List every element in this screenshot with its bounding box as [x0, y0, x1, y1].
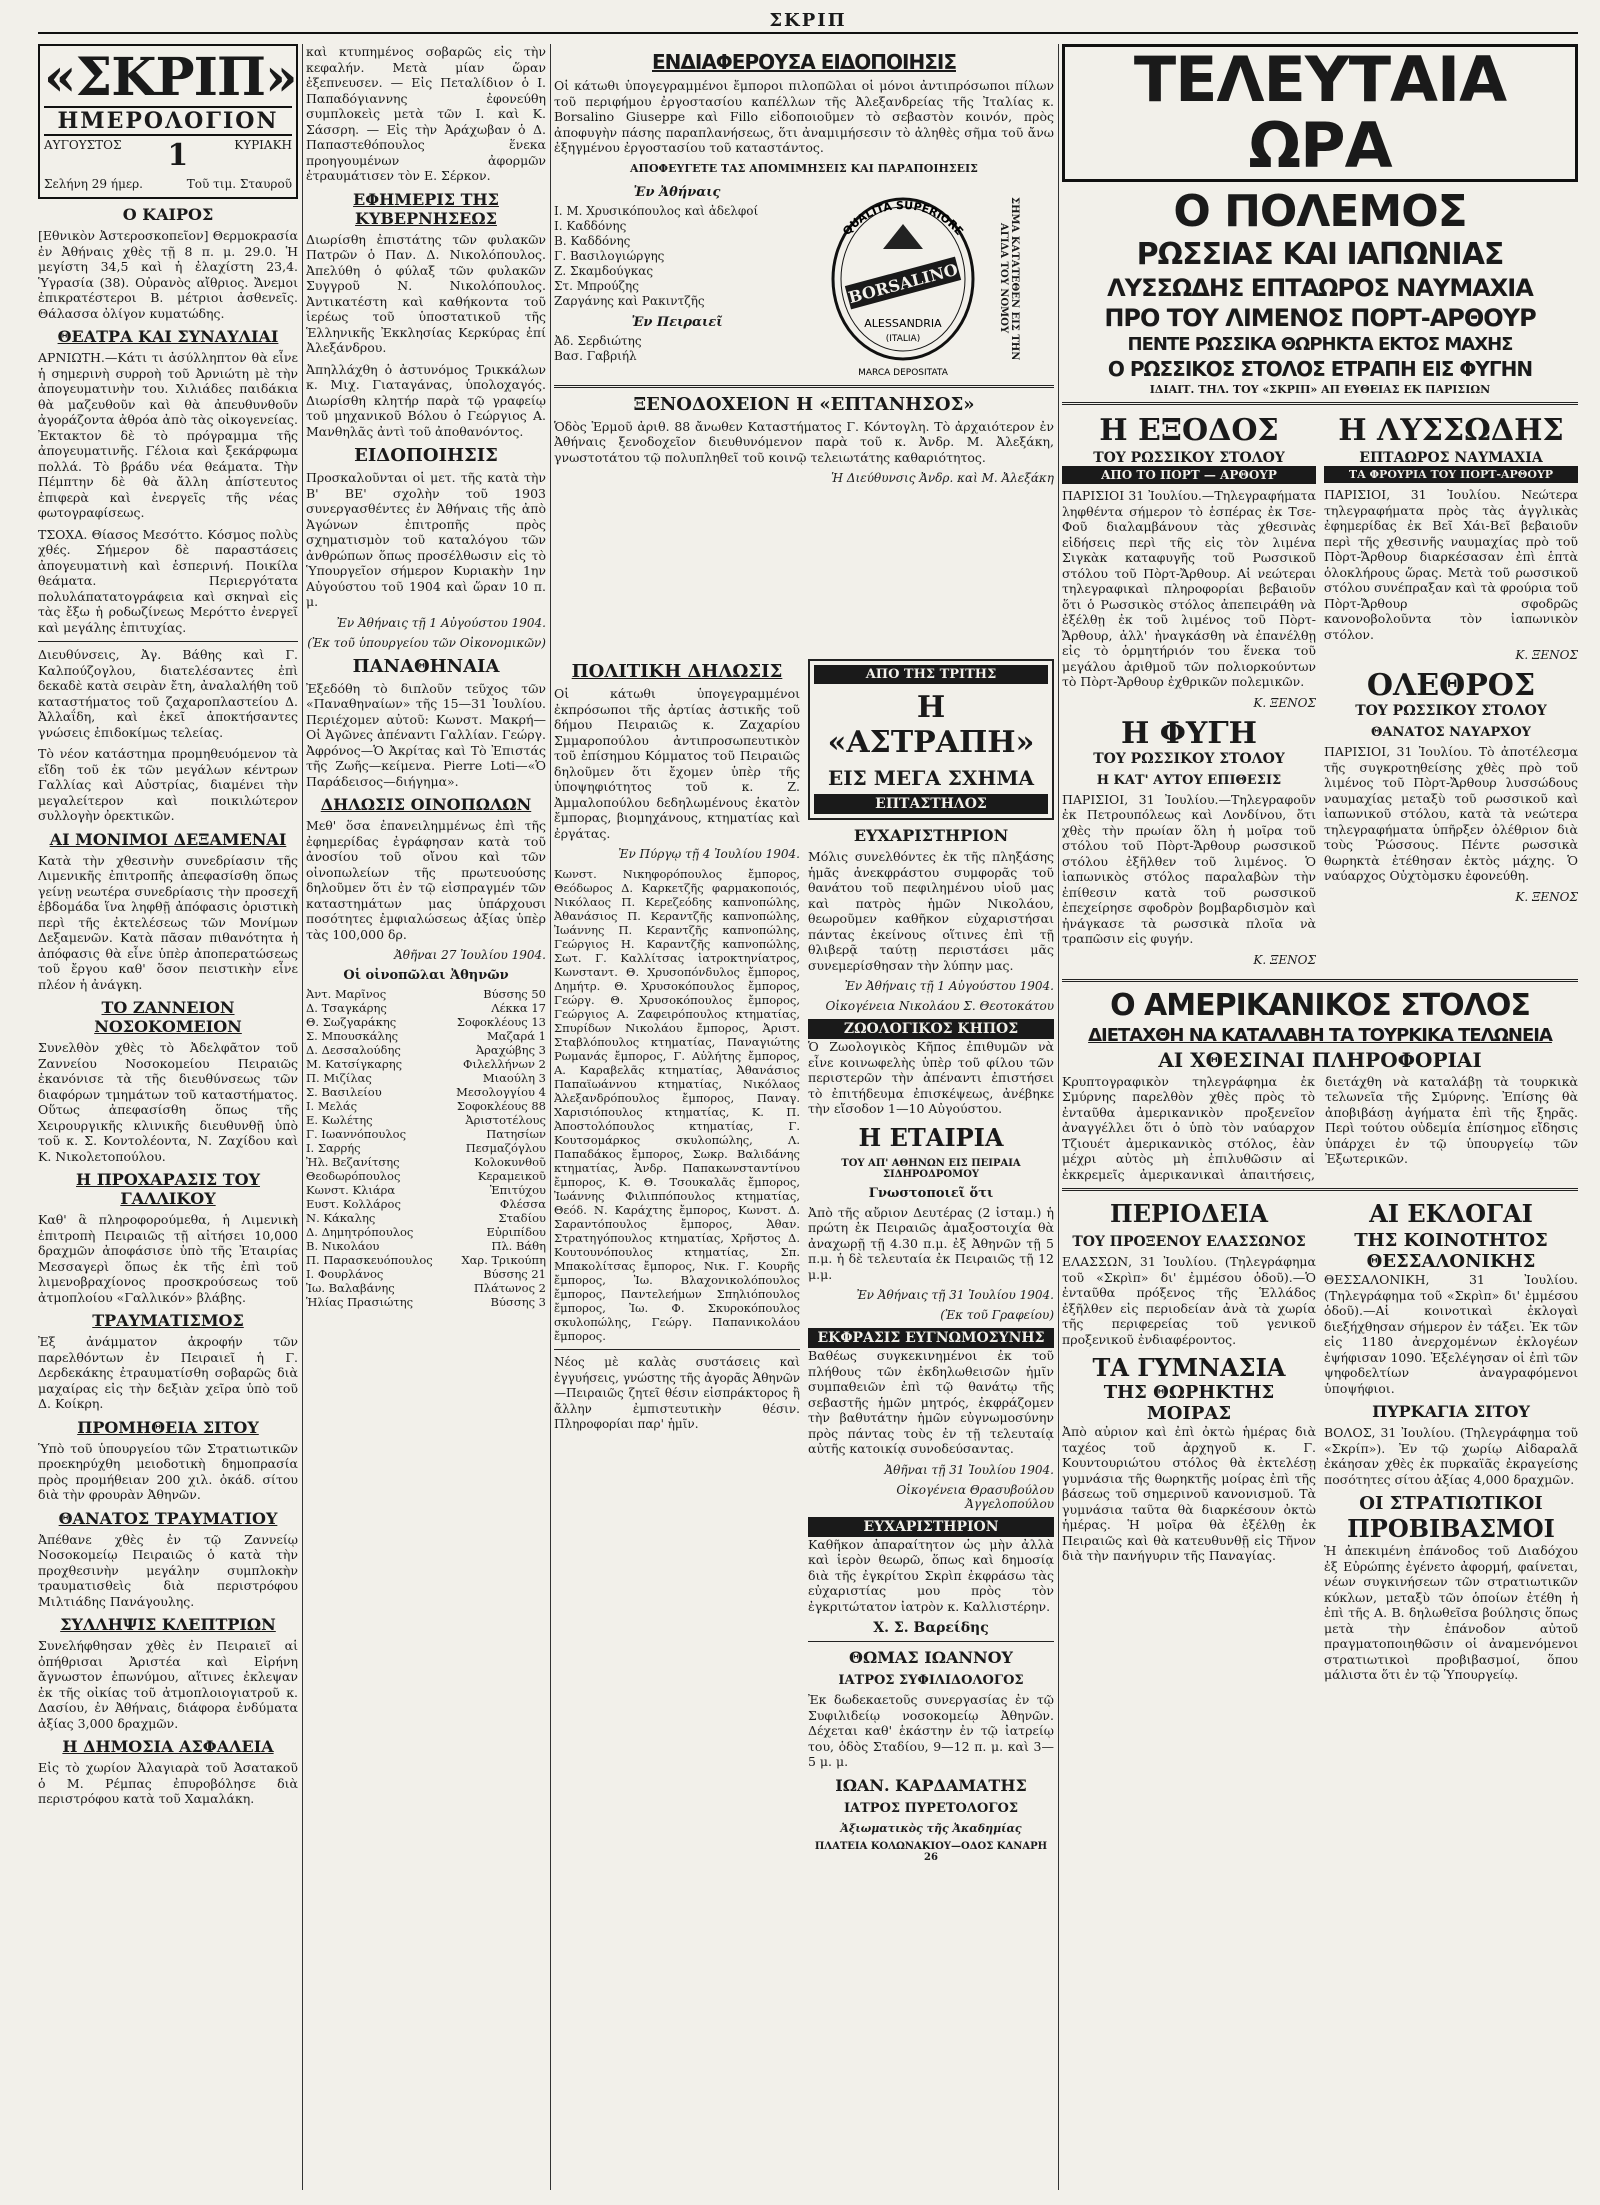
promo-title: ΟΙ ΣΤΡΑΤΙΩΤΙΚΟΙ: [1359, 1493, 1543, 1514]
hotel-title: ΞΕΝΟΔΟΧΕΙΟΝ Η «ΕΠΤΑΝΗΣΟΣ»: [633, 393, 975, 415]
wine-merchant-name: Σ. Μπουσκάλης: [306, 1029, 399, 1043]
wine-merchant-name: Ἀντ. Μαρῖνος: [306, 987, 387, 1001]
column-2: [306, 44, 546, 2190]
ruin-sub-2: ΘΑΝΑΤΟΣ ΝΑΥΑΡΧΟΥ: [1371, 725, 1531, 740]
column-4: [1062, 44, 1578, 2190]
gym-text: Ἀπὸ αὐριον καὶ ἐπὶ ὀκτὼ ἡμέρας διὰ ταχέος τοῦ ἀρχηγοῦ κ. Γ. Κουντουριώτου στόλος θὰ ἐκτελέσῃ γυμνάσια τῆς θωρηκτῆς μοίρας ἐπὶ τῆς βάσεως τοῦ σημερινοῦ κανονισμοῦ. Τὰ γυμνάσια ταῦτα θὰ διαρκέσουν ὀκτὼ ἡμέρας. Ἡ μοῖρα θὰ ἐξέλθῃ ἐκ Πειραιῶς καὶ θὰ κατευθυνθῇ εἰς Τῆνον διὰ τὴν πανήγυριν τῆς Παναγίας.: [1062, 1424, 1316, 1563]
shop-entry: Ι. Καδδόνης: [554, 218, 627, 233]
doctor2-title: Ἀξιωματικὸς τῆς Ἀκαδημίας: [840, 1821, 1022, 1835]
shop-entry: Γ. Βασιλογιώργης: [554, 248, 665, 263]
masthead-moon: Σελήνη 29 ήμερ.: [44, 177, 143, 191]
crime-intro-text: καὶ κτυπημένος σοβαρῶς εἰς τὴν κεφαλήν. Μετὰ μίαν ὥραν ἐξεπνευσεν. — Εἰς Πεταλίδιον ὁ Ι. Παπαδόγιαννης ἐφονεύθη συμπλοκεὶς μετὰ τῶν Ι. καὶ Κ. Σάσσρη. — Εἰς τὴν Ἀράχωβαν ὁ Δ. Παπαστεθόπουλος ἕνεκα προηγουμένων ἀφορμῶν ἐτραυμάτισεν τὸν Ε. Σέρκον.: [306, 44, 546, 183]
wine-merchant-row: [306, 1043, 546, 1057]
wheat-title: ΠΥΡΚΑΓΙΑ ΣΙΤΟΥ: [1372, 1402, 1530, 1421]
wine-merchant-address: Φλέσσα: [499, 1197, 546, 1211]
ruin-text: ΠΑΡΙΣΙΟΙ, 31 Ἰουλίου. Τὸ ἀποτέλεσμα τῆς συγκροτηθείσης χθὲς πρὸ τοῦ λιμένος τοῦ Πὸρτ-Ἄρθουρ λυσσώδους ναυμαχίας μεταξὺ τοῦ ρωσσικοῦ καὶ ἰαπωνικοῦ στόλου, κατὰ τὰ νεώτερα τηλεγραφήματα ὑπῆρξεν ὀλέθριον διὰ τοὺς Ῥώσσους. Πέντε ρωσσικὰ θωρηκτὰ ἐτέθησαν ἐκτὸς μάχης. Ὁ ναύαρχος Οὐχτὸμσκυ ἐφονεύθη.: [1324, 744, 1578, 883]
column-rule: [1058, 44, 1059, 2190]
company-date: Ἐν Ἀθήναις τῇ 31 Ἰουλίου 1904.: [856, 1288, 1054, 1302]
weather-title: Ο ΚΑΙΡΟΣ: [122, 205, 214, 224]
masthead-weekday: ΚΥΡΙΑΚΗ: [234, 138, 292, 152]
fleet-text: Κρυπτογραφικὸν τηλεγράφημα ἐκ Σμύρνης παρελθὸν χθὲς πρὸς τὸ ἐνταῦθα ἀμερικανικὸν προξενεῖον ἀναγγέλλει ὅτι ὁ ὑπὸ τὸν ναύαρχον Τζιουέτ ἀμερικανικὸς στόλος, ἐὰν μέχρι αὐτὸς μὴ ἐπιλυθῶσιν αἱ ἐκκρεμεῖς ἀμερικανικαὶ ἀπαιτήσεις, διετάχθη νὰ καταλάβῃ τὰ τουρκικὰ τελωνεῖα τῆς Σμύρνης. Ἐπίσης θὰ ἀποβιβάσῃ ἀγήματα ἐπὶ τῆς ξηρᾶς. Περὶ τούτου οὐδεμία ἐπίσημος εἴδησις ὑπάρχει ἐν τῷ ὑπουργείῳ τῶν Ἐξωτερικῶν.: [1062, 1073, 1578, 1182]
wine-merchant-address: Ἀριστοτέλους: [465, 1113, 546, 1127]
battle-text: ΠΑΡΙΣΙΟΙ, 31 Ἰουλίου. Νεώτερα τηλεγραφήματα πρὸς τὰς ἀγγλικὰς ἐφημερίδας ἐκ Βεῖ Χάι-Βεῖ βεβαιοῦν περὶ τῆς χθεσινῆς ναυμαχίας πρὸ τοῦ Πὸρτ-Ἄρθουρ διαρκέσασαν ἐπὶ ἑπτὰ ὁλοκλήρους ὥρας. Μετὰ τοῦ ρωσσικοῦ στόλου συνέπραξαν καὶ τὰ φρούρια τοῦ Πὸρτ-Ἄρθουρ σφοδρῶς κανονοβολοῦντα τὸν ἰαπωνικὸν στόλον.: [1324, 487, 1578, 642]
wine-merchant-address: Ἐπιτύχου: [489, 1183, 546, 1197]
war-headline-2: ΠΡΟ ΤΟΥ ΛΙΜΕΝΟΣ ΠΟΡΤ-ΑΡΘΟΥΡ: [1104, 304, 1536, 332]
security-text: Εἰς τὸ χωρίον Ἀλαγιαρὰ τοῦ Ἀσατακοῦ ὁ Μ. Ρέμπας ἐπυροβόλησε διὰ περιστρόφου κατὰ τοῦ Χαμαλάκη.: [38, 1760, 298, 1806]
astrapi-sub-2: ΕΠΤΑΣΤΗΛΟΣ: [814, 794, 1048, 814]
crown-icon: [883, 224, 923, 249]
ephemerides-text-2: Ἀπηλλάχθη ὁ ἀστυνόμος Τρικκάλων κ. Μιχ. Γιαταγάνας, ὑπολοχαγός. Διωρίσθη κλητήρ παρὰ τῷ γραφείῳ τοῦ μηχανικοῦ Βόλου ὁ Γεώργιος Α. Μανθηλᾶς ἀντὶ τοῦ ἀποθανόντος.: [306, 361, 546, 439]
enterprise-text-2: Τὸ νέον κατάστημα προμηθευόμενον τὰ εἴδη τοῦ ἐκ τῶν μεγάλων κέντρων Γαλλίας καὶ Αὐστρίας, διαμένει τὴν μεγαλείτερον καὶ ποικιλώτερον συλλογὴν ὀρεκτικῶν.: [38, 746, 298, 823]
hotel-signature: Ἡ Διεύθυνσις Ἀνδρ. καὶ Μ. Ἀλεξάκη: [831, 471, 1054, 485]
fleet-sub: ΔΙΕΤΑΧΘΗ ΝΑ ΚΑΤΑΛΑΒΗ ΤΑ ΤΟΥΡΚΙΚΑ ΤΕΛΩΝΕΙΑ: [1088, 1024, 1552, 1046]
wine-merchant-name: Μ. Κατσίγκαρης: [306, 1057, 403, 1071]
thanks-title: ΕΥΧΑΡΙΣΤΗΡΙΟΝ: [853, 826, 1009, 845]
astrapi-title: Η «ΑΣΤΡΑΠΗ»: [827, 690, 1035, 760]
wheat-text: ΒΟΛΟΣ, 31 Ἰουλίου. (Τηλεγράφημα τοῦ «Σκρίπ»). Ἐν τῷ χωρίῳ Αἰδαραλᾶ ἐκάησαν χθὲς ἐκ πυρκαϊᾶς ἐκραγείσης ποσότητες σίτου ἀξίας 4,000 δραχμῶν.: [1324, 1425, 1578, 1487]
theatre-text: ΑΡΝΙΩΤΗ.—Κάτι τι ἀσύλληπτον θὰ εἶνε ἡ σημερινὴ συρροὴ τοῦ Ἀρνιώτη μὲ τὴν ἀπογευματινὴν του. Χιλιάδες παιδάκια θὰ μαζευθοῦν καὶ θὰ ἀπευθυνθοῦν ἀγοράζοντα ἀθρόα ἀπὸ τὰς οἰκογενείας. Ἐκτακτον δὲ τὸ πρόγραμμα τῆς ἀπογευματινῆς. Γέλοια καὶ ξεκάρφωμα πολλά. Τὸ βράδυ νέα θεάματα. Τὴν Πέμπτην δὲ θὰ ἄλλη ἀπίστευτος ἐπιφερὰ καὶ ἐνεργεῖς τῆς νέας φωτογραφίσεως.: [38, 350, 298, 520]
wine-merchant-name: Κωνστ. Κλιάρα: [306, 1183, 396, 1197]
hotel-text: Ὁδὸς Ἑρμοῦ ἀριθ. 88 ἄνωθεν Καταστήματος Γ. Κόντογλη. Τὸ ἀρχαιότερον ἐν Ἀθήναις ξενοδοχεῖον διευθυνόμενον παρὰ τοῦ κ. Ἀνδρ. Μ. Ἀλεξάκη, γνωστοτάτου τῷ πολυπληθεῖ τοῦ κοινῷ τελειωτάτης καθαριότητος.: [554, 418, 1054, 465]
logo-country: (ITALIA): [885, 333, 921, 344]
wine-merchant-address: Βύσσης 50: [483, 987, 546, 1001]
wine-merchant-address: Πεσμαζόγλου: [465, 1141, 546, 1155]
wine-merchant-address: Μιαούλη 3: [482, 1071, 546, 1085]
thanks2-signature: Χ. Σ. Βαρείδης: [873, 1620, 989, 1636]
wounded-title: ΤΡΑΥΜΑΤΙΣΜΟΣ: [92, 1311, 244, 1330]
fleet-sub-2: ΑΙ ΧΘΕΣΙΝΑΙ ΠΛΗΡΟΦΟΡΙΑΙ: [1158, 1047, 1482, 1072]
wine-list-title: Οἱ οἰνοπῶλαι Ἀθηνῶν: [343, 968, 509, 983]
thanks-date: Ἐν Ἀθήναις τῇ 1 Αὐγούστου 1904.: [844, 979, 1054, 993]
wine-merchant-name: Ε. Κωλέτης: [306, 1113, 373, 1127]
thieves-title: ΣΥΛΛΗΨΙΣ ΚΛΕΠΤΡΙΩΝ: [60, 1615, 276, 1634]
wine-merchant-name: Δ. Τσαγκάρης: [306, 1001, 387, 1015]
wine-merchant-row: [306, 987, 546, 1001]
logo-top-text: QUALITA SUPERIORE: [840, 198, 966, 238]
thanks-signature: Οἰκογένεια Νικολάου Σ. Θεοτοκάτου: [825, 999, 1054, 1013]
wine-title: ΔΗΛΩΣΙΣ ΟΙΝΟΠΩΛΩΝ: [320, 795, 532, 814]
wine-merchant-row: [306, 1253, 546, 1267]
theatre-title: ΘΕΑΤΡΑ ΚΑΙ ΣΥΝΑΥΛΙΑΙ: [57, 327, 279, 346]
column-3a: [554, 655, 800, 2190]
wine-merchant-name: Ἰω. Βαλαβάνης: [306, 1281, 395, 1295]
ad-shop-list: [554, 204, 800, 309]
ad-warning: ΑΠΟΦΕΥΓΕΤΕ ΤΑΣ ΑΠΟΜΙΜΗΣΕΙΣ ΚΑΙ ΠΑΡΑΠΟΙΗΣΕΙΣ: [630, 161, 978, 175]
thanks2-text: Καθῆκον ἀπαραίτητον ὡς μὴν ἀλλὰ καὶ ἱερὸν θεωρῶ, ὅπως καὶ δημοσίᾳ διὰ τῆς ἐγκρίτου Σκρὶπ ἐκφράσω τὰς εὐχαριστίας μου πρὸς τὸν ἐγκριτώτατον ἰατρὸν κ. Καλλιστέρην.: [808, 1536, 1054, 1614]
wine-merchant-name: Β. Νικολάου: [306, 1239, 380, 1253]
politics-signatories: Κωνστ. Νικηφορόπουλος ἔμπορος, Θεόδωρος Δ. Καρκετζῆς φαρμακοποιός, Νικόλαος Π. Κερεζεόδης καπνοπώλης, Ἀθανάσιος Π. Κεραντζῆς καπνοπώλης, Ἰωάννης Π. Κεραντζῆς καπνοπώλης, Γεώργιος Η. Καραντζῆς καπνοπώλης, Σωτ. Γ. Καλλίτσας ἰατροκτηνίατρος, Κωνσταντ. Θ. Χρυσοπόνδυλος ἔμπορος, Δημήτρ. Θ. Χρυσοκόπουλος ἔμπορος, Γεώργ. Θ. Χρυσοκόπουλος ἔμπορος, Γεώργιος Α. Ζαφειρόπουλος κτηματίας, Σπυρίδων Νικολάου ἔμπορος, Ἀριστ. Σταβλόπουλος κτηματίας, Παναγιώτης Ρωμανάς ἔμπορος, Γ. Αὐλήτης ἔμπορος, Α. Καραβελᾶς κτηματίας, Ἀθανάσιος Παπαϊωάννου κτηματίας, Νικόλαος Ἀλεξανδρόπουλος ἔμπορος, Παναγ. Χαρισιόπουλος κτηματίας, Κ. Π. Ἀποστολόπουλος κτηματίας, Γ. Κουτσομάρκος σκυλοπώλης, Λ. Παπαδάκος ἔμπορος, Σωκρ. Βαλιδάνης κτηματίας, Ἀνδρ. Παπακωνσταντίνου ἔμπορος, Κ. Θ. Τσουκαλᾶς ἔμπορος, Ἰωάννης Φιλιππόπουλος κτηματίας, Θεόδ. Ν. Καράχτης ἔμπορος, Κωνστ. Δ. Σαραντόπουλος ἔμπορος, Ἀθαν. Στρατηγόπουλος κτηματίας, Χρῆστος Δ. Κουτουνόπουλος κτηματίας, Σπ. Μπακολίτσας ἔμπορος, Νικ. Γ. Κουρῆς ἔμπορος, Ἰω. Βλαχονικολόπουλος ἔμπορος, Παντελεήμων Σπηλιόπουλος ἔμπορος, Ἰω. Φ. Σκυροκόπουλος σκυλοπώλης, Γεώργ. Παπανικολάου ἔμπορος.: [554, 867, 800, 1343]
security-title: Η ΔΗΜΟΣΙΑ ΑΣΦΑΛΕΙΑ: [62, 1737, 274, 1756]
politics-title: ΠΟΛΙΤΙΚΗ ΔΗΛΩΣΙΣ: [571, 661, 783, 682]
masthead-day-number: 1: [167, 138, 189, 173]
battle-sub: ΕΠΤΑΩΡΟΣ ΝΑΥΜΑΧΙΑ: [1359, 450, 1543, 466]
wine-merchant-name: Δ. Δημητρόπουλος: [306, 1225, 414, 1239]
wine-merchant-row: [306, 1099, 546, 1113]
wine-merchant-row: [306, 1197, 546, 1211]
gratitude-title: ΕΚΦΡΑΣΙΣ ΕΥΓΝΩΜΟΣΥΝΗΣ: [808, 1328, 1054, 1348]
wine-merchant-name: Δ. Δεσσαλούδης: [306, 1043, 401, 1057]
ad-title: ΕΝΔΙΑΦΕΡΟΥΣΑ ΕΙΔΟΠΟΙΗΣΙΣ: [652, 50, 956, 74]
wine-date: Ἀθῆναι 27 Ἰουλίου 1904.: [394, 948, 546, 962]
tour-text: ΕΛΑΣΣΩΝ, 31 Ἰουλίου. (Τηλεγράφημα τοῦ «Σκρὶπ» δι' ἐμμέσου ὁδοῦ).—Ὁ ἐνταῦθα πρόξενος τῆς Ἑλλάδος ἐξῆλθεν εἰς περιοδείαν ἀνὰ τὰ χωρία τῆς περιφερείας τοῦ γενικοῦ προξενικοῦ ἐνδιαφέροντος.: [1062, 1254, 1316, 1347]
hospital-title: ΤΟ ΖΑΝΝΕΙΟΝ ΝΟΣΟΚΟΜΕΙΟΝ: [94, 998, 242, 1036]
elect-text: ΘΕΣΣΑΛΟΝΙΚΗ, 31 Ἰουλίου. (Τηλεγράφημα τοῦ «Σκρὶπ» δι' ἐμμέσου ὁδοῦ).—Αἱ κοινοτικαὶ ἐκλογαὶ διεξήχθησαν σήμερον ἐν τάξει. Ἐκ τῶν εἰς 1180 ἀνερχομένων ἐκλογέων ἐψήφισαν 1090. Ἐξελέγησαν οἱ ἐπὶ τῶν ψηφοδελτίων ἀναγραφόμενοι ὑποψήφιοι.: [1324, 1272, 1578, 1396]
wine-merchant-row: [306, 1295, 546, 1309]
company-text: Ἀπὸ τῆς αὔριον Δευτέρας (2 ἰσταμ.) ἡ πρώτη ἐκ Πειραιῶς ἀμαξοστοιχία θὰ ἀναχωρῇ τῇ 4.30 π.μ. ἐξ Ἀθηνῶν τῇ 5 π.μ. ἡ δὲ τελευταία ἐκ Πειραιῶς τῇ 12 μ.μ.: [808, 1204, 1054, 1282]
war-title: Ο ΠΟΛΕΜΟΣ: [1173, 186, 1467, 237]
shop-entry: Βασ. Γαβριήλ: [554, 348, 637, 363]
exodus-signature: Κ. ΞΕΝΟΣ: [1253, 695, 1316, 710]
war-headline-3: ΠΕΝΤΕ ΡΩΣΣΙΚΑ ΘΩΡΗΚΤΑ ΕΚΤΟΣ ΜΑΧΗΣ: [1127, 334, 1513, 355]
wine-merchant-row: [306, 1071, 546, 1085]
gratitude-signature: Οἰκογένεια Θρασυβούλου Ἀγγελοπούλου: [896, 1482, 1054, 1511]
ruin-sub: ΤΟΥ ΡΩΣΣΙΚΟΥ ΣΤΟΛΟΥ: [1355, 703, 1547, 719]
death-title: ΘΑΝΑΤΟΣ ΤΡΑΥΜΑΤΙΟΥ: [58, 1508, 278, 1528]
war-headline-1: ΛΥΣΣΩΔΗΣ ΕΠΤΑΩΡΟΣ ΝΑΥΜΑΧΙΑ: [1107, 274, 1533, 302]
wine-merchant-row: [306, 1267, 546, 1281]
thieves-text: Συνελήφθησαν χθὲς ἐν Πειραιεῖ αἱ ὀπήθρισαι Ἀριστέα καὶ Εἰρήνη ἄγνωστον ἐπωνύμου, αἵτινες ἐκλεψαν ἐκ τῆς οἰκίας τοῦ ἀτμοπλοιογιατροῦ κ. Δασίου, ἐν Ἀθήναις, διάφορα ἐνδύματα ἀξίας 3,000 δραχμῶν.: [38, 1638, 298, 1731]
shop-entry: Ι. Μ. Χρυσικόπουλος καὶ ἀδελφοί: [554, 203, 759, 218]
wine-merchant-name: Γ. Ιωαννόπουλος: [306, 1127, 407, 1141]
wine-merchant-name: Ἡλίας Πρασιώτης: [306, 1295, 414, 1309]
wine-merchant-name: Ι. Φουρλάνος: [306, 1267, 384, 1281]
exodus-text: ΠΑΡΙΣΙΟΙ 31 Ἰουλίου.—Τηλεγραφήματα ληφθέντα σήμερον τὸ ἑσπέρας ἐκ Τσε-Φοῦ διαλαμβάνουν τὰς χθεσινὰς εἰδήσεις περὶ τῆς εἰς τὸν λιμένα Σιγκὰκ καταφυγῆς τοῦ Ρωσσικοῦ στόλου τοῦ Πὸρτ-Ἄρθουρ. Αἱ νεώτεραι τηλεγραφικαὶ πληροφορίαι βεβαιοῦν ὅτι ὁ Ρωσσικὸς στόλος ἀπεπειράθη νὰ ἐξέλθῃ ἐκ τοῦ λιμένος τοῦ Πὸρτ-Ἄρθουρ, ἀλλ' ἠναγκάσθη νὰ ἐπανέλθῃ εἰς τὸ ὁρμητήριόν του ἕνεκα τοῦ μεγάλου ἀριθμοῦ τῶν πολιορκούντων τὸ Πὸρτ-Ἄρθουρ ἐχθρικῶν πολεμικῶν.: [1062, 488, 1316, 689]
wounded-text: Ἐξ ἀνάμματον ἀκροφήν τῶν παρελθόντων ἐν Πειραιεῖ ἡ Γ. Δερδεκάκης ἐτραυματίσθη σοβαρῶς διὰ μαχαίρας εἰς τὴν δεξιὰν χεῖρα ὑπὸ τοῦ Δ. Κοίκρη.: [38, 1334, 298, 1411]
astrapi-sub: ΕΙΣ ΜΕΓΑ ΣΧΗΜΑ: [828, 766, 1034, 790]
doctor1-text: Ἐκ δωδεκαετοῦς συνεργασίας ἐν τῷ Συφιλιδείῳ νοσοκομείῳ Ἀθηνῶν. Δέχεται καθ' ἑκάστην ἐν τῷ ἰατρείῳ του, ὁδὸς Σταδίου, 9—12 π. μ. καὶ 3—5 μ. μ.: [808, 1692, 1054, 1769]
borsalino-logo: [808, 179, 998, 379]
wine-merchant-name: Ι. Σαρρής: [306, 1141, 361, 1155]
wine-merchant-address: Βύσσης 3: [490, 1295, 546, 1309]
wine-merchant-row: [306, 1085, 546, 1099]
wine-merchant-address: Φιλελλήνων 2: [463, 1057, 546, 1071]
death-text: Ἀπέθανε χθὲς ἐν τῷ Ζαννείῳ Νοσοκομείῳ Πειραιῶς ὁ κατὰ τὴν προχθεσινὴν μεγάλην συμπλοκὴν τραυματισθεὶς διὰ περιστρόφου Μιλτιάδης Πανάγουλης.: [38, 1531, 298, 1609]
ad-text: Οἱ κάτωθι ὑπογεγραμμένοι ἔμποροι πιλοπῶλαι οἱ μόνοι ἀντιπρόσωποι πίλων τοῦ περιφήμου ἐργοστασίου καπέλλων τῆς Ἀλεξανδρείας τῆς Ἰταλίας κ. Borsalino Giuseppe καὶ Fillo εἰδοποιοῦμεν τὸ σεβαστὸν κοινόν, πρὸς ἀποφυγὴν πάσης παραπλανήσεως, ὅτι ἀναμιμήσεσιν τὸ ἀληθὲς σῆμα τοῦ ἄνω ἐξηγμένου ἐργοστασίου τοῦ καταστάντος.: [554, 78, 1054, 155]
column-rule: [550, 44, 551, 2190]
masthead-month: ΑΥΓΟΥΣΤΟΣ: [44, 138, 122, 152]
doctor1-specialty: ΙΑΤΡΟΣ ΣΥΦΙΛΙΔΟΛΟΓΟΣ: [838, 1673, 1024, 1688]
wine-merchant-name: Ἠλ. Βεζανίτσης: [306, 1155, 400, 1169]
wine-merchant-name: Ν. Κάκαλης: [306, 1211, 376, 1225]
politics-text: Οἱ κάτωθι ὑπογεγραμμένοι ἐκπρόσωποι τῆς ἀρτίας ἀστικῆς τοῦ δήμου Πειραιῶς κ. Ζαχαρίου Σμμαροπούλου ἀντιπροσωπευτικὸν τοῦ ἐπίσημου Κόμματος τοῦ Πειραιῶς δηλοῦμεν ὅτι ἔχομεν ὑπὲρ τῆς ὑποψηφιότητος τοῦ κ. Ζ. Ἀμμαλοπούλου δεδηλωμένους ἑκατὸν ἔμπορας, βιομηχάνους, κτηματίας καὶ ἐργάτας.: [554, 686, 800, 841]
wine-merchant-address: Λέκκα 17: [491, 1001, 546, 1015]
elect-sub: ΤΗΣ ΚΟΙΝΟΤΗΤΟΣ: [1354, 1230, 1548, 1251]
war-headline-4: Ο ΡΩΣΣΙΚΟΣ ΣΤΟΛΟΣ ΕΤΡΑΠΗ ΕΙΣ ΦΥΓΗΝ: [1107, 357, 1533, 381]
last-hour-banner: ΤΕΛΕΥΤΑΙΑ ΩΡΑ: [1062, 44, 1578, 182]
wine-merchant-list: [306, 987, 546, 1309]
wine-merchant-name: Θ. Σωζγαράκης: [306, 1015, 397, 1029]
ruin-title: ΟΛΕΘΡΟΣ: [1366, 668, 1536, 703]
shop-entry: Στ. Μπρούζης: [554, 278, 639, 293]
wine-merchant-address: Πλάτωνος 2: [473, 1281, 546, 1295]
wine-merchant-address: Χαρ. Τρικούπη: [461, 1253, 546, 1267]
zoo-title: ΖΩΟΛΟΓΙΚΟΣ ΚΗΠΟΣ: [808, 1019, 1054, 1039]
column-rule: [302, 44, 303, 2190]
ruin-signature: Κ. ΞΕΝΟΣ: [1515, 889, 1578, 904]
logo-city: ALESSANDRIA: [864, 316, 942, 330]
flight-sub: ΤΟΥ ΡΩΣΣΙΚΟΥ ΣΤΟΛΟΥ: [1093, 750, 1285, 767]
ad-shop-list-piraeus: [554, 334, 800, 364]
war-headline-5: ΙΔΙΑΙΤ. ΤΗΛ. ΤΟΥ «ΣΚΡΙΠ» ΑΠ ΕΥΘΕΙΑΣ ΕΚ ΠΑΡΙΣΙΩΝ: [1149, 383, 1491, 396]
wine-merchant-row: [306, 1029, 546, 1043]
zoo-text: Ὁ Ζωολογικὸς Κῆπος ἐπιθυμῶν νὰ εἶνε κοινωφελὴς ὑπὲρ τοῦ φίλου τῶν περιστερῶν τὴν ἀπέναντι ἐπιστήσει τὸ ἐπιτήδευμα ἐπισκέψεως, ἀνέβηκε τὴν εἴσοδον 1—10 Αὐγούστου.: [808, 1039, 1054, 1116]
wine-merchant-row: [306, 1001, 546, 1015]
theatre-text-2: ΤΣΟΧΑ. Θίασος Μεσόττο. Κόσμος πολὺς χθές. Σήμερον δὲ παραστάσεις ἀπογευματινὴ καὶ ἑσπερινή. Ποικίλα θεάματα. Περιεργότατα πολυλάπατατογράφεια καὶ σκηναὶ εἰς τὰς ἔξω ἡ ροδωζίνεως Μερόττο ἐνεργεῖ καὶ μεγάλης ἐπιτυχίας.: [38, 526, 298, 635]
company-sub: ΤΟΥ ΑΠ' ΑΘΗΝΩΝ ΕΙΣ ΠΕΙΡΑΙΑ ΣΙΔΗΡΟΔΡΟΜΟΥ: [841, 1157, 1021, 1180]
doctor2-address: ΠΛΑΤΕΙΑ ΚΟΛΩΝΑΚΙΟΥ—ΟΔΟΣ ΚΑΝΑΡΗ 26: [814, 1840, 1048, 1863]
ephemerides-text: Διωρίσθη ἐπιστάτης τῶν φυλακῶν Πατρῶν ὁ Παν. Δ. Νικολόπουλος. Ἀπελύθη ὁ φύλαξ τῶν φυλακῶν Συγγροῦ Ν. Νικολόπουλος. Ἀντικατέστη καὶ καθήκοντα τοῦ ἱερέως τοῦ ὑποστατικοῦ τῆς Ἑλληνικῆς Ἐκκλησίας Κερκύρας ἐπί Ἀλεξάνδρου.: [306, 231, 546, 355]
battle-title: Η ΛΥΣΣΩΔΗΣ: [1338, 413, 1564, 448]
weather-text: [Εθνικὸν Ἀστεροσκοπεῖον] Θερμοκρασία ἐν Ἀθήναις χθὲς τῇ 8 π. μ. 29.0. Ἡ μεγίστη 34,5 καὶ ἡ ἐλαχίστη 23,4. Ὑγρασία (38). Οὐρανὸς αἴθριος. Ἄνεμοι ἐπικρατέστεροι Β. μέτριοι ἀσθενεῖς. Θάλασσα ὀλίγον κυματώδης.: [38, 228, 298, 321]
tour-title: ΠΕΡΙΟΔΕΙΑ: [1110, 1199, 1268, 1228]
shop-entry: Β. Καδδόνης: [554, 233, 631, 248]
column-3-top: [554, 44, 1054, 649]
exodus-sub: ΤΟΥ ΡΩΣΣΙΚΟΥ ΣΤΟΛΟΥ: [1093, 450, 1285, 466]
flight-signature: Κ. ΞΕΝΟΣ: [1253, 952, 1316, 967]
promo-text: Ἡ ἀπεκιμένη ἐπάνοδος τοῦ Διαδόχου ἐξ Εὐρώπης ἐγένετο ἀφορμή, φαίνεται, νέων συγκινήσεων τῶν στρατιωτικῶν κύκλων, μεταξὺ τῶν ὁποίων ἐτέθη ἡ ἐπὶ τῆς Α. Β. δηλωθεῖσα βούλησις ὅπως μετὰ τὴν ἐπάνοδον αὐτοῦ πραγματοποιηθῶσιν οἱ ἀναμενόμενοι στρατιωτικοὶ προβιβασμοί, ὅπου μάλιστα ὅτι ἐν τῷ Ὑπουργείῳ.: [1324, 1543, 1578, 1682]
promo-sub: ΠΡΟΒΙΒΑΣΜΟΙ: [1347, 1514, 1555, 1543]
dock-title: ΑΙ ΜΟΝΙΜΟΙ ΔΕΞΑΜΕΝΑΙ: [49, 829, 287, 849]
wine-merchant-name: Ι. Μελάς: [306, 1099, 358, 1113]
notices-signature: (Ἐκ τοῦ ὑπουργείου τῶν Οἰκονομικῶν): [307, 635, 546, 650]
gratitude-date: Ἀθῆναι τῇ 31 Ἰουλίου 1904.: [884, 1462, 1054, 1477]
wine-merchant-name: Σ. Βασιλείου: [306, 1085, 382, 1099]
wine-merchant-row: [306, 1127, 546, 1141]
panathenaia-text: Ἐξεδόθη τὸ διπλοῦν τεῦχος τῶν «Παναθηναίων» τῆς 15—31 Ἰουλίου. Περιέχομεν αὐτοῦ: Κωνστ. Μακρή—Οἱ Ἀγῶνες ἀπέναντι Γαλλίαν. Γεώργ. Ἀφρόνος—Ὁ Ἀκρίτας καὶ Τὸ Ἐπιστάς τῆς Ζωῆς—κείμενα. Pierre Loti—«Ὁ Παράδεισος—διήγημα».: [306, 680, 546, 789]
ad-city-athens: Ἐν Ἀθήναις: [633, 184, 721, 200]
wine-merchant-row: [306, 1141, 546, 1155]
notices-text: Προσκαλοῦνται οἱ μετ. τῆς κατὰ τὴν Β' ΒΕ' σχολὴν τοῦ 1903 συνεργασθέντες ἐν Ἀθήναις τῆς ἀπὸ Ἀγώνων ἐπιτροπῆς πρὸς σχηματισμὸν τοῦ καταλόγου τῶν ἀνθρώπων ὅπως προσέλθωσιν εἰς τὸ Ὑπουργεῖον σήμερον Κυριακὴν 1ην Αὐγούστου τοῦ 1904 καὶ ὥραν 10 π. μ.: [306, 470, 546, 609]
wine-merchant-address: Μεσολογγίου 4: [456, 1085, 546, 1099]
battle-signature: Κ. ΞΕΝΟΣ: [1515, 648, 1578, 662]
wine-merchant-row: [306, 1225, 546, 1239]
wine-merchant-address: Ἀραχώβης 3: [475, 1043, 546, 1057]
doctor2-name: ΙΩΑΝ. ΚΑΡΔΑΜΑΤΗΣ: [835, 1775, 1027, 1795]
column-1: [38, 44, 298, 2190]
wine-merchant-address: Εὐριπίδου: [486, 1225, 546, 1239]
wine-merchant-row: [306, 1281, 546, 1295]
wine-text: Μεθ' ὅσα ἐπανειλημμένως ἐπὶ τῆς ἐφημερίδας ἐγράφησαν κατὰ τοῦ ἀνοσίου τοῦ οἴνου καὶ τῶν οἰνοπωλείων τῆς πρωτευούσης δηλοῦμεν ὅτι ἐν τῷ εἰσπραγμέν τῶν καταστημάτων μας ὑπάρχουσι ποσότητες ἐμφιαλώσεως ἀξίας ὑπὲρ τὰς 100,000 δρ.: [306, 818, 546, 942]
shop-entry: Ζαργάνης καὶ Ρακιντζῆς: [554, 293, 705, 308]
newspaper-page: [38, 10, 1578, 2190]
logo-side-text: ΣΗΜΑ ΚΑΤΑΤΕΘΕΝ ΕΙΣ ΤΗΝ ΑΓΙΔΑ ΤΟΥ ΝΟΜΟΥ: [998, 196, 1020, 361]
wine-merchant-address: Κολοκυνθοῦ: [474, 1155, 546, 1169]
company-sub-2: Γνωστοποιεῖ ὅτι: [868, 1185, 994, 1201]
company-signature: (Ἐκ τοῦ Γραφείου): [940, 1308, 1054, 1322]
tour-sub: ΤΟΥ ΠΡΟΞΕΝΟΥ ΕΛΑΣΣΩΝΟΣ: [1072, 1234, 1306, 1250]
doctor1-name: ΘΩΜΑΣ ΙΩΑΝΝΟΥ: [849, 1648, 1013, 1667]
logo-bottom-text: MARCA DEPOSITATA: [858, 367, 948, 378]
gallia-text: Καθ' ἃ πληροφορούμεθα, ἡ Λιμενικὴ ἐπιτροπὴ Πειραιῶς τῇ αἰτήσει 10,000 δραχμῶν ἀποφάσισε ὑπὸ τῆς Ἑταιρίας Μεσσαγερὶ ὅπως ἐκ τῆς ἐπὶ τοῦ λιμενοβραχίονος προσκρούσεως τοῦ ἀτμοπλοίου «Γαλλικόν» βλάβης.: [38, 1212, 298, 1305]
wine-merchant-name: Π. Παρασκευόπουλος: [306, 1253, 433, 1267]
company-title: Η ΕΤΑΙΡΙΑ: [858, 1122, 1004, 1152]
flight-title: Η ΦΥΓΗ: [1121, 715, 1257, 751]
wine-merchant-row: [306, 1057, 546, 1071]
elect-sub-2: ΘΕΣΣΑΛΟΝΙΚΗΣ: [1366, 1251, 1536, 1272]
gratitude-text: Βαθέως συγκεκινημένοι ἐκ τοῦ πλήθους τῶν ἐκδηλωθεισῶν ἡμῖν συμπαθειῶν ἐπὶ τῷ θανάτῳ τῆς σεβαστῆς ἡμῶν μητρός, ἐκφράζομεν τὴν βαθυτάτην ἡμῶν εὐγνωμοσύνην πρὸς πάντας τοὺς ἐν τῇ τελευταίᾳ αὐτῆς κατοικίᾳ συνοδεύσαντας.: [808, 1348, 1054, 1456]
fleet-title: Ο ΑΜΕΡΙΚΑΝΙΚΟΣ ΣΤΟΛΟΣ: [1110, 987, 1530, 1023]
enterprise-text: Διευθύνσεις, Ἀγ. Βάθης καὶ Γ. Καλπούζογλου, διατελέσαντες ἐπὶ δεκαδὲ κατὰ σειρὰν ἔτη, ἀναλαλήθη τοῦ καταστήματος τοῦ ζαχαροπλαστείου Δ. Ἀλλαΐδη, καὶ ἐκεῖ ἀποκτήσαντες γνώσεις ἐπιδοκίμως τελείας.: [38, 647, 298, 740]
notices-title: ΕΙΔΟΠΟΙΗΣΙΣ: [354, 445, 498, 466]
wine-merchant-row: [306, 1155, 546, 1169]
wine-merchant-address: Βύσσης 21: [483, 1267, 546, 1281]
masthead-saint: Τοῦ τιμ. Σταυροῦ: [186, 177, 292, 191]
war-subtitle: ΡΩΣΣΙΑΣ ΚΑΙ ΙΑΠΩΝΙΑΣ: [1136, 237, 1504, 272]
notices-date: Ἐν Ἀθήναις τῇ 1 Αὐγούστου 1904.: [336, 615, 546, 630]
wine-merchant-address: Μαζαρά 1: [486, 1029, 546, 1043]
wine-merchant-name: Θεοδωρόπουλος: [306, 1169, 401, 1183]
masthead-name: «ΣΚΡΙΠ»: [44, 47, 297, 108]
wine-merchant-name: Ευστ. Κολλάρος: [306, 1197, 401, 1211]
wine-merchant-address: Σοφοκλέους 88: [456, 1099, 546, 1113]
gym-title: ΤΑ ΓΥΜΝΑΣΙΑ: [1092, 1353, 1286, 1382]
wine-merchant-row: [306, 1211, 546, 1225]
column-3b: [808, 655, 1054, 2190]
running-head: ΣΚΡΙΠ: [38, 10, 1578, 34]
exodus-sub-2: ΑΠΟ ΤΟ ΠΟΡΤ — ΑΡΘΟΥΡ: [1062, 466, 1316, 484]
wine-merchant-row: [306, 1183, 546, 1197]
thanks2-title: ΕΥΧΑΡΙΣΤΗΡΙΟΝ: [808, 1517, 1054, 1537]
dock-text: Κατὰ τὴν χθεσινὴν συνεδρίασιν τῆς Λιμενικῆς ἐπιτροπῆς ἀπεφασίσθη ὅπως γείνῃ νεωτέρα συνεδρίασις τὴν προσεχῆ ἑβδομάδα ἵνα ληφθῇ ἀπόφασις ὁριστικὴ περὶ τῆς ἐκτελέσεως τῶν Μονίμων Δεξαμενῶν. Κατὰ πᾶσαν πιθανότητα ἡ ἀπόφασις θὰ εἶνε ὑπὲρ ἀποπερατώσεως τοῦ ἔργου καθ' ὅσον πειστικὴν εἶνε πλέον ἡ ἀνάγκη.: [38, 852, 298, 992]
masthead: [38, 44, 298, 199]
grain-title: ΠΡΟΜΗΘΕΙΑ ΣΙΤΟΥ: [77, 1417, 259, 1437]
wine-merchant-row: [306, 1015, 546, 1029]
thanks-text: Μόλις συνελθόντες ἐκ τῆς πληξάσης ἡμᾶς ἀνεκφράστου συμφορᾶς τοῦ θανάτου τοῦ πεφιλημένου υἱοῦ μας καὶ πατρὸς ἡμῶν Νικολάου, θεωροῦμεν καθῆκον εὐχαριστήσαι πάντας ἐκείνους οἵτινες ἐπὶ τῇ θλιβερᾷ ταύτῃ περιστάσει μᾶς συνεμερίσθησαν τὴν λύπην μας.: [808, 849, 1054, 973]
battle-sub-2: ΤΑ ΦΡΟΥΡΙΑ ΤΟΥ ΠΟΡΤ-ΑΡΘΟΥΡ: [1324, 466, 1578, 483]
wine-merchant-row: [306, 1113, 546, 1127]
logo-name: BORSALINO: [846, 259, 960, 307]
astrapi-box-label: ΑΠΟ ΤΗΣ ΤΡΙΤΗΣ: [814, 665, 1048, 684]
ephemerides-title: ΕΦΗΜΕΡΙΣ ΤΗΣ ΚΥΒΕΡΝΗΣΕΩΣ: [353, 189, 499, 228]
masthead-subtitle: ΗΜΕΡΟΛΟΓΙΟΝ: [44, 106, 292, 136]
exodus-title: Η ΕΞΟΔΟΣ: [1099, 413, 1279, 448]
wine-merchant-address: Σταδίου: [498, 1211, 546, 1225]
wine-merchant-name: Π. Μιζίλας: [306, 1071, 372, 1085]
flight-sub-2: Η ΚΑΤ' ΑΥΤΟΥ ΕΠΙΘΕΣΙΣ: [1096, 772, 1282, 788]
flight-text: ΠΑΡΙΣΙΟΙ, 31 Ἰουλίου.—Τηλεγραφοῦν ἐκ Πετρουπόλεως καὶ Λονδίνου, ὅτι χθὲς τὴν πρωίαν ὅλη ἡ μοῖρα τοῦ στόλου τοῦ Πὸρτ-Ἄρθουρ ρωσσικοῦ στόλου ἐξῆλθεν τοῦ λιμένος. Ὁ ἰαπωνικὸς στόλος παραλαβὼν τὴν ἐπίθεσιν κατὰ τοῦ ρωσσικοῦ ἐπεχείρησε σφοδρὸν βομβαρδισμὸν καὶ ἠνάγκασε τὰ ρωσσικὰ πλοῖα νὰ τραπῶσιν εἰς φυγήν.: [1062, 791, 1316, 946]
grain-text: Ὑπὸ τοῦ ὑπουργείου τῶν Στρατιωτικῶν προεκηρύχθη μειοδοτικὴ δημοπρασία πρὸς προμήθειαν 200 χιλ. ὀκάδ. σίτου διὰ τὴν φρουρὰν Ἀθηνῶν.: [38, 1440, 298, 1502]
wine-merchant-address: Σοφοκλέους 13: [456, 1015, 546, 1029]
shop-entry: Ἀδ. Σερδιώτης: [554, 333, 642, 348]
doctor2-specialty: ΙΑΤΡΟΣ ΠΥΡΕΤΟΛΟΓΟΣ: [843, 1800, 1019, 1816]
gallia-title: Η ΠΡΟΧΑΡΑΣΙΣ ΤΟΥ ΓΑΛΛΙΚΟΥ: [76, 1170, 260, 1208]
shop-entry: Ζ. Σκαμδούγκας: [554, 263, 654, 278]
elect-title: ΑΙ ΕΚΛΟΓΑΙ: [1369, 1199, 1533, 1228]
wine-merchant-address: Κεραμεικοῦ: [477, 1169, 546, 1183]
wine-merchant-address: Πατησίων: [486, 1127, 546, 1141]
wine-merchant-row: [306, 1169, 546, 1183]
astrapi-ad: [808, 659, 1054, 820]
wine-merchant-row: [306, 1239, 546, 1253]
gym-sub: ΤΗΣ ΘΩΡΗΚΤΗΣ ΜΟΙΡΑΣ: [1103, 1382, 1275, 1424]
hospital-text: Συνελθὸν χθὲς τὸ Ἀδελφᾶτον τοῦ Ζαννείου Νοσοκομείου Πειραιῶς ἐκανόνισε τὰ τῆς διευθύνσεως τῶν διαφόρων τμημάτων τοῦ καταστήματος. Οὕτως ἀπεφασίσθη ὅπως τῆς Χειρουργικῆς κλινικῆς διευθυνθῇ ὑπὸ τοῦ κ. Σ. Κοντολέοντα, Ν. Ζαχίδου καὶ Κ. Νικολετοπούλου.: [38, 1040, 298, 1164]
politics-date: Ἐν Πύργῳ τῇ 4 Ἰουλίου 1904.: [618, 847, 800, 861]
wine-merchant-address: Πλ. Βάθη: [491, 1239, 546, 1253]
job-wanted-notice: Νέος μὲ καλὰς συστάσεις καὶ ἐγγυήσεις, γνώστης τῆς ἀγορᾶς Ἀθηνῶν—Πειραιῶς ζητεῖ θέσιν εἰσπράκτορος ἢ ἄλλην ἐμπιστευτικὴν θέσιν. Πληροφορίαι παρ' ἡμῖν.: [554, 1355, 800, 1431]
panathenaia-title: ΠΑΝΑΘΗΝΑΙΑ: [352, 655, 500, 677]
ad-city-piraeus: Ἐν Πειραιεῖ: [631, 314, 723, 330]
